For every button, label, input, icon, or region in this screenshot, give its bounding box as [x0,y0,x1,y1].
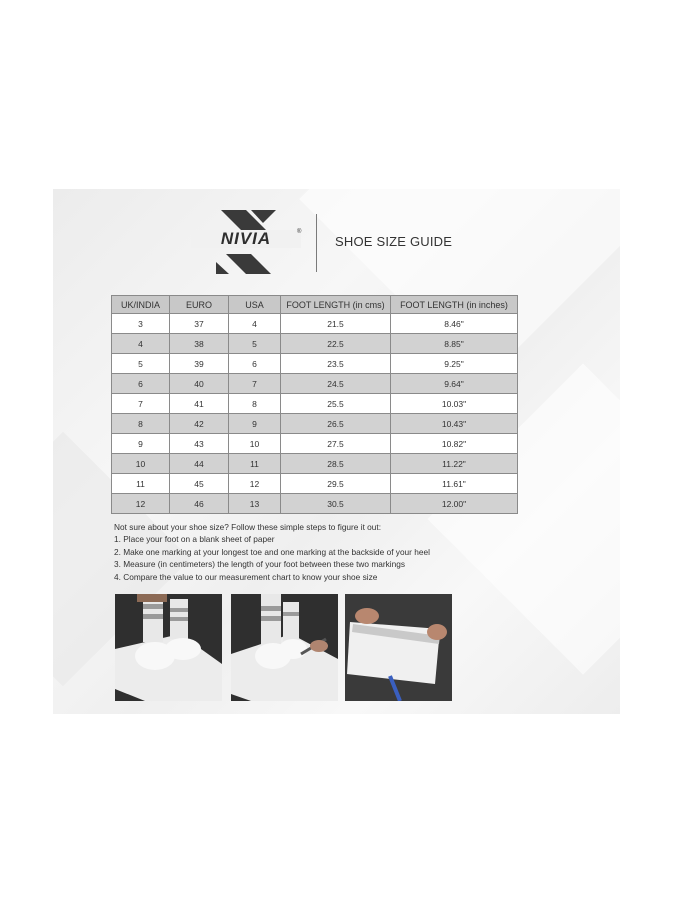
registered-mark: ® [297,229,302,235]
column-header: FOOT LENGTH (in inches) [391,296,518,314]
size-guide-card [53,189,620,714]
page-title: SHOE SIZE GUIDE [335,234,453,249]
size-chart-table [111,295,518,514]
table-cell: 12 [112,494,170,514]
column-header: FOOT LENGTH (in cms) [281,296,391,314]
table-cell: 10 [229,434,281,454]
table-cell: 8 [112,414,170,434]
table-row [112,414,518,434]
header-divider [316,214,317,272]
table-cell: 11.61" [391,474,518,494]
brand-name: NIVIA [191,230,301,248]
table-cell: 10.03" [391,394,518,414]
table-cell: 9 [229,414,281,434]
table-cell: 44 [170,454,229,474]
table-row [112,474,518,494]
table-cell: 10 [112,454,170,474]
table-cell: 6 [112,374,170,394]
table-cell: 26.5 [281,414,391,434]
table-cell: 28.5 [281,454,391,474]
table-row [112,494,518,514]
table-cell: 42 [170,414,229,434]
table-cell: 30.5 [281,494,391,514]
table-cell: 11.22" [391,454,518,474]
instruction-step: 1. Place your foot on a blank sheet of paper [114,534,275,545]
photo-measuring-ruler [345,594,452,701]
table-cell: 37 [170,314,229,334]
table-row [112,434,518,454]
table-row [112,354,518,374]
table-cell: 24.5 [281,374,391,394]
table-cell: 38 [170,334,229,354]
instruction-step: 3. Measure (in centimeters) the length of your foot between these two markings [114,559,405,570]
table-row [112,374,518,394]
table-cell: 9.25" [391,354,518,374]
table-cell: 8.85" [391,334,518,354]
table-cell: 27.5 [281,434,391,454]
table-row [112,314,518,334]
table-cell: 5 [229,334,281,354]
table-cell: 12.00" [391,494,518,514]
table-cell: 23.5 [281,354,391,374]
table-cell: 13 [229,494,281,514]
table-cell: 7 [112,394,170,414]
table-cell: 43 [170,434,229,454]
table-cell: 8 [229,394,281,414]
instruction-step: 4. Compare the value to our measurement chart to know your shoe size [114,571,378,582]
table-cell: 4 [229,314,281,334]
table-cell: 6 [229,354,281,374]
photo-marking-foot [231,594,338,701]
table-header-row [112,296,518,314]
photo-foot-on-paper [115,594,222,701]
table-cell: 21.5 [281,314,391,334]
table-cell: 10.82" [391,434,518,454]
table-cell: 12 [229,474,281,494]
instructions-intro: Not sure about your shoe size? Follow these simple steps to figure it out: [114,522,382,532]
table-cell: 4 [112,334,170,354]
column-header: UK/INDIA [112,296,170,314]
table-cell: 46 [170,494,229,514]
table-cell: 25.5 [281,394,391,414]
column-header: EURO [170,296,229,314]
measurement-instructions [114,521,430,583]
table-cell: 7 [229,374,281,394]
table-row [112,334,518,354]
table-cell: 11 [229,454,281,474]
table-cell: 8.46" [391,314,518,334]
table-cell: 45 [170,474,229,494]
table-cell: 22.5 [281,334,391,354]
table-cell: 3 [112,314,170,334]
column-header: USA [229,296,281,314]
table-cell: 9 [112,434,170,454]
table-cell: 11 [112,474,170,494]
table-cell: 40 [170,374,229,394]
table-cell: 9.64" [391,374,518,394]
table-row [112,394,518,414]
table-row [112,454,518,474]
instruction-step: 2. Make one marking at your longest toe and one marking at the backside of your heel [114,546,430,557]
table-cell: 10.43" [391,414,518,434]
table-cell: 5 [112,354,170,374]
table-cell: 39 [170,354,229,374]
table-cell: 29.5 [281,474,391,494]
table-cell: 41 [170,394,229,414]
